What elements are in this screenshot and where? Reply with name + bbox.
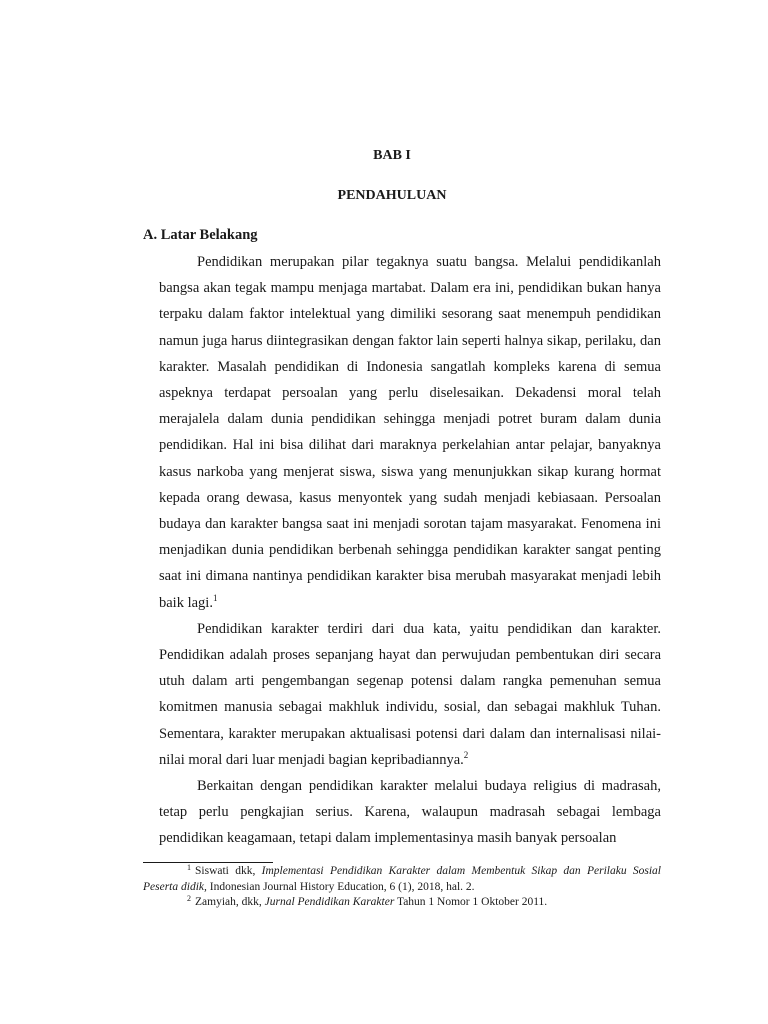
section-heading: A. Latar Belakang [143,227,258,243]
footnote-separator [143,862,273,863]
footnote-title: Implementasi Pendidikan Karakter dalam Membentuk Sikap dan Perilaku Sosial Peserta didik, [143,865,662,893]
footnote-title: Jurnal Pendidikan Karakter [264,896,395,908]
footnote-2 [143,895,661,911]
paragraph-text: Pendidikan merupakan pilar tegaknya suatu bangsa. Melalui pendidikanlah bangsa akan tegak mampu menjaga martabat. Dalam era ini, pendidikan bukan hanya terpaku dalam faktor intelektual yang dimiliki sesorang saat menempuh pendidikan namun juga harus diintegrasikan dengan faktor lain seperti halnya sikap, perilaku, dan karakter. Masalah pendidikan di Indonesia sangatlah kompleks karena di semua aspeknya terdapat persoalan yang perlu diselesaikan. Dekadensi moral telah merajalela dalam dunia pendidikan sehingga menjadi potret buram dalam dunia pendidikan. Hal ini bisa dilihat dari maraknya perkelahian antar pelajar, banyaknya kasus narkoba yang menjerat siswa, siswa yang menunjukkan sikap kurang hormat kepada orang dewasa, kasus menyontek yang sudah menjadi kebiasaan. Persoalan budaya dan karakter bangsa saat ini menjadi sorotan tajam masyarakat. Fenomena ini menjadikan dunia pendidikan berbenah sehingga pendidikan karakter sangat penting saat ini dimana nantinya pendidikan karakter bisa merubah masyarakat menjadi lebih baik lagi. [159,254,661,611]
chapter-number: BAB I [373,148,411,163]
paragraph [159,249,661,616]
footnotes [143,864,661,911]
paragraph [159,616,661,773]
footnote-ref: 2 [463,749,469,760]
paragraph [159,773,661,852]
footnote-source: Indonesian Journal History Education, 6 (1), 2018, hal. 2. [209,880,475,893]
footnote-number: 2 [187,894,191,903]
footnote-source: Tahun 1 Nomor 1 Oktober 2011. [396,896,548,908]
footnote-1 [143,864,661,895]
paragraph-text: Berkaitan dengan pendidikan karakter melalui budaya religius di madrasah, tetap perlu pengkajian serius. Karena, walaupun madrasah sebagai lembaga pendidikan keagamaan, tetapi dalam implementasinya masih banyak persoalan [159,778,661,847]
paragraph-text: Pendidikan karakter terdiri dari dua kata, yaitu pendidikan dan karakter. Pendidikan adalah proses sepanjang hayat dan perwujudan pembentukan diri secara utuh dalam arti pengembangan segenap potensi dalam rangka pemenuhan semua komitmen manusia sebagai makhluk individu, sosial, dan sebagai makhluk Tuhan. Sementara, karakter merupakan aktualisasi potensi dari dalam dan internalisasi nilai-nilai moral dari luar menjadi bagian kepribadiannya. [159,620,661,768]
footnote-author: Zamyiah, dkk, [195,896,262,908]
chapter-title: PENDAHULUAN [337,188,447,203]
footnote-ref: 1 [212,592,218,603]
footnote-number: 1 [187,863,191,872]
body-text [159,249,661,852]
footnote-author: Siswati dkk, [195,865,256,877]
